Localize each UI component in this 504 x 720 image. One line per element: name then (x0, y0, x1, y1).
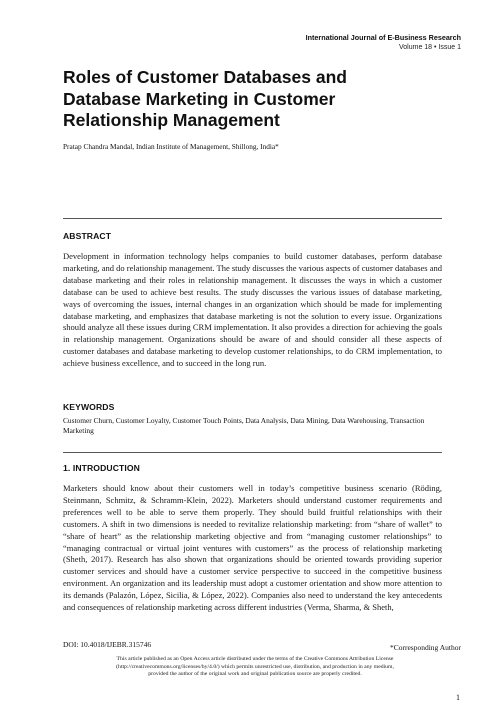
author-affiliation: Pratap Chandra Mandal, Indian Institute of Management, Shillong, India* (63, 142, 279, 151)
abstract-text: Development in information technology helps companies to build customer databases, perform database marketing, and do relationship management. The study discusses the various aspects of customer databases and database marketing and their roles in relationship management. It discusses the ways in which a customer database can be used to achieve best results. The study discusses the various issues of database marketing, ways of overcoming the issues, internal changes in an organization which should be made for implementing database marketing, and emphasizes that database marketing is not the solution to every issue. Organizations should analyze all these issues during CRM implementation. It also provides a direction for achieving the goals in relationship management. Organizations should be aware of and should consider all these aspects of customer databases and database marketing to develop customer relationships, to do CRM implementation, to achieve business excellence, and to succeed in the long run. (63, 251, 442, 369)
introduction-heading: 1. INTRODUCTION (63, 463, 140, 473)
license-note (80, 656, 430, 679)
journal-header (306, 33, 461, 53)
page-number: 1 (456, 693, 460, 702)
doi: DOI: 10.4018/IJEBR.315746 (63, 640, 152, 649)
keywords-text: Customer Churn, Customer Loyalty, Customer Touch Points, Data Analysis, Data Mining, Data Warehousing, Transaction Marketing (63, 416, 425, 436)
volume-issue: Volume 18 • Issue 1 (399, 44, 461, 51)
corresponding-author-note: *Corresponding Author (389, 643, 461, 652)
introduction-divider (63, 452, 442, 453)
license-line: provided the author of the original work and original publication source are properly credited. (148, 671, 362, 678)
license-line: This article published as an Open Access article distributed under the terms of the Creative Commons Attribution License (116, 656, 394, 662)
introduction-text: Marketers should know about their customers well in today’s competitive business scenario (Röding, Steinmann, Schmitz, & Schramm-Klein, 2022). Marketers should understand customer requirements and preferences well to be able to serve them properly. They should build fruitful relationships with their customers. A shift in two dimensions is needed to revitalize relationship marketing: from “share of wallet” to “share of heart” as the relationship marketing objective and from “managing customer relationships” to “managing contractual or virtual joint ventures with customers” as the process of relationship marketing (Sheth, 2017). Research has also shown that organizations should be oriented towards providing superior customer services and should have a customer service perspective to succeed in the competitive business environment. An organization and its leadership must adopt a customer orientation and show more attention to its demands (Palazón, López, Sicilia, & López, 2022). Companies also need to understand the key antecedents and consequences of relationship marketing across different industries (Verma, Sharma, & Sheth, (63, 483, 442, 613)
keywords-heading: KEYWORDS (63, 402, 115, 412)
journal-name: International Journal of E-Business Research (305, 33, 461, 42)
license-line: (http://creativecommons.org/licenses/by/4.0/) which permits unrestricted use, distribution, and production in any medium, (116, 663, 394, 670)
abstract-heading: ABSTRACT (63, 231, 112, 241)
article-title: Roles of Customer Databases and Database Marketing in Customer Relationship Management (63, 67, 347, 130)
abstract-divider (63, 218, 442, 219)
